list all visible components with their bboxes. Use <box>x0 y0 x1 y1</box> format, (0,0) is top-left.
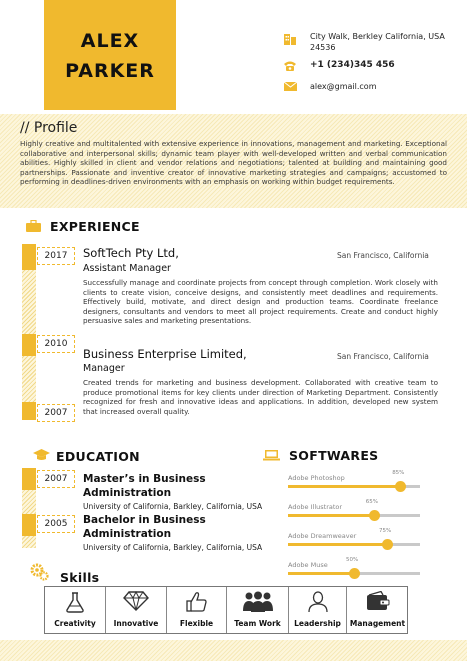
software-percent: 75% <box>379 528 392 534</box>
company-name: SoftTech Pty Ltd, <box>83 246 179 260</box>
job-location: San Francisco, California <box>337 352 429 361</box>
footer-band <box>0 640 467 661</box>
software-level-knob <box>382 539 393 550</box>
software-level-knob <box>395 481 406 492</box>
software-percent: 50% <box>346 557 359 563</box>
software-level-fill <box>288 514 374 517</box>
degree-line: Master’s in Business <box>83 473 206 485</box>
skill-label: Flexible <box>179 619 214 628</box>
software-name: Adobe Illustrator <box>288 503 343 511</box>
job-description: Created trends for marketing and business development. Collaborated with creative team to produce promotional items for key clients under direction of Marketing Department. Consistently recognized for fresh and innovative ideas and applications. In addition, developed new system that increased overall quality. <box>83 378 438 416</box>
timeline-marker <box>22 514 36 536</box>
software-level-bar <box>288 514 420 517</box>
phone-icon <box>283 60 297 72</box>
job-location: San Francisco, California <box>337 251 429 260</box>
job-role: Assistant Manager <box>83 263 171 274</box>
address-line-2: 24536 <box>310 43 336 52</box>
education-year: 2007 <box>37 470 75 488</box>
experience-heading: EXPERIENCE <box>50 219 140 234</box>
name-block <box>44 0 176 110</box>
thumbs-up-icon <box>186 591 208 613</box>
software-name: Adobe Muse <box>288 561 328 569</box>
timeline-marker <box>22 334 36 356</box>
last-name: PARKER <box>65 60 155 82</box>
skill-management <box>347 587 408 633</box>
timeline-marker <box>22 244 36 270</box>
degree-title <box>83 473 206 500</box>
job-description: Successfully manage and coordinate projects from concept through completion. Work closely with clients to create vision, conceive designs, and consistently meet deadlines and requirements. Effectively build, motivate, and direct design and production teams. Coordinate freelance designers, consultants and vendors to meet all project requirements. Create and conduct highly persuasive sales and marketing presentations. <box>83 278 438 326</box>
software-name: Adobe Photoshop <box>288 474 345 482</box>
envelope-icon <box>284 82 297 91</box>
software-percent: 85% <box>392 470 405 476</box>
address-line-1: City Walk, Berkley California, USA <box>310 32 445 41</box>
degree-line: Administration <box>83 527 172 540</box>
person-icon <box>308 591 328 613</box>
diamond-icon <box>123 591 149 611</box>
software-percent: 65% <box>365 499 379 505</box>
skill-label: Innovative <box>113 619 159 628</box>
degree-title <box>83 514 206 541</box>
profile-text: Highly creative and multitalented with extensive experience in innovations, management and marketing. Exceptional collaborative and interpersonal skills; dynamic team player with well-developed written and verbal communication abilities. Highly skilled in client and vendor relations and negotiations; talented at building and maintaining good partnerships. Passionate and inventive creator of innovative marketing strategies and campaigns; accustomed to performing in deadlines-driven environments with an emphasis on working within budget requirements. <box>20 139 447 187</box>
experience-year: 2017 <box>37 247 75 265</box>
first-name: ALEX <box>80 30 140 52</box>
software-level-knob <box>369 510 380 521</box>
skill-label: Management <box>349 619 406 628</box>
building-icon <box>283 32 297 46</box>
timeline-marker <box>22 402 36 420</box>
skill-label: Team Work <box>234 619 281 628</box>
university: University of California, Barkley, California, USA <box>83 543 263 552</box>
experience-year: 2010 <box>37 335 75 353</box>
skill-innovative <box>106 587 167 633</box>
degree-line: Administration <box>83 486 172 499</box>
skill-flexible <box>167 587 227 633</box>
software-name: Adobe Dreamweaver <box>288 532 357 540</box>
laptop-icon <box>263 450 280 461</box>
company-name: Business Enterprise Limited, <box>83 347 247 361</box>
software-level-fill <box>288 572 354 575</box>
skills-heading: Skills <box>60 570 100 585</box>
graduation-cap-icon <box>33 449 50 461</box>
skill-label: Creativity <box>54 619 96 628</box>
skill-leadership <box>289 587 347 633</box>
email-address: alex@gmail.com <box>310 82 377 91</box>
education-heading: EDUCATION <box>56 449 140 464</box>
software-level-fill <box>288 543 387 546</box>
skills-grid <box>44 586 408 634</box>
team-icon <box>243 591 273 613</box>
software-level-bar <box>288 485 420 488</box>
briefcase-icon <box>26 220 41 232</box>
degree-line: Bachelor in Business <box>83 514 206 526</box>
flask-icon <box>64 591 86 613</box>
softwares-heading: SOFTWARES <box>289 448 379 463</box>
wallet-icon <box>366 591 390 611</box>
university: University of California, Barkley, California, USA <box>83 502 263 511</box>
software-level-fill <box>288 485 400 488</box>
phone-number: +1 (234)345 456 <box>310 60 395 70</box>
timeline-marker <box>22 468 36 490</box>
software-level-bar <box>288 572 420 575</box>
education-year: 2005 <box>37 515 75 533</box>
software-level-knob <box>349 568 360 579</box>
profile-heading: // Profile <box>20 120 78 136</box>
job-role: Manager <box>83 363 125 374</box>
experience-year: 2007 <box>37 404 75 422</box>
skill-team-work <box>227 587 289 633</box>
skill-label: Leadership <box>294 619 341 628</box>
software-level-bar <box>288 543 420 546</box>
gears-icon <box>30 563 49 581</box>
skill-creativity <box>45 587 106 633</box>
